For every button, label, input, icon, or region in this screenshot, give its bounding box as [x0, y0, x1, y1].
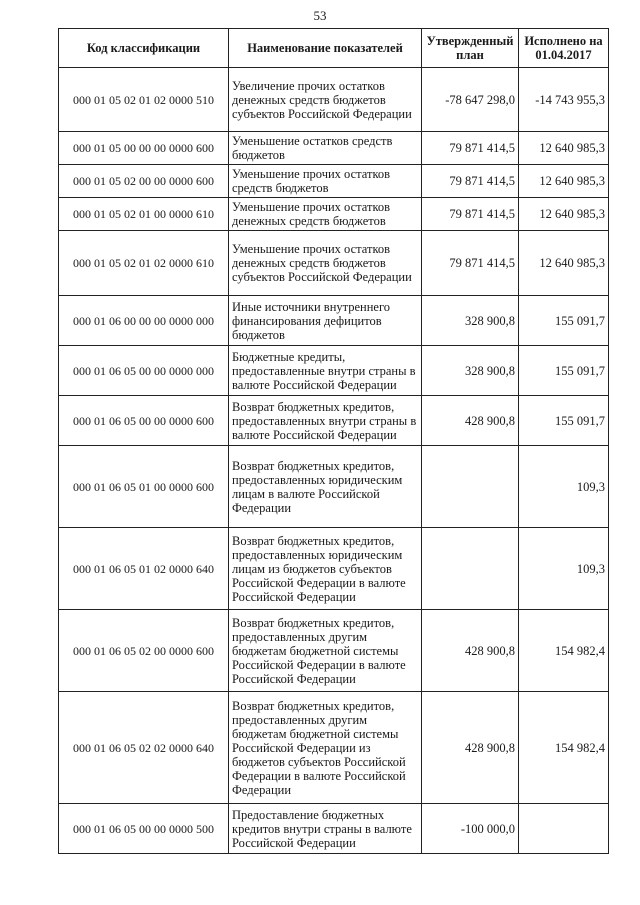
cell-executed	[519, 804, 609, 854]
cell-executed: 12 640 985,3	[519, 132, 609, 165]
cell-name: Возврат бюджетных кредитов, предоставленных другим бюджетам бюджетной системы Российской Федерации в валюте Российской Федерации	[229, 610, 422, 692]
cell-name: Уменьшение остатков средств бюджетов	[229, 132, 422, 165]
cell-name: Уменьшение прочих остатков средств бюджетов	[229, 165, 422, 198]
table-row	[59, 231, 609, 296]
header-executed: Исполнено на 01.04.2017	[519, 29, 609, 68]
cell-code: 000 01 05 02 01 00 0000 610	[59, 198, 229, 231]
table-row	[59, 396, 609, 446]
cell-code: 000 01 05 02 01 02 0000 610	[59, 231, 229, 296]
cell-plan: 79 871 414,5	[422, 165, 519, 198]
table-row	[59, 346, 609, 396]
cell-code: 000 01 06 05 00 00 0000 500	[59, 804, 229, 854]
cell-name: Уменьшение прочих остатков денежных средств бюджетов субъектов Российской Федерации	[229, 231, 422, 296]
table-row	[59, 804, 609, 854]
cell-plan: -78 647 298,0	[422, 68, 519, 132]
page-number: 53	[313, 8, 327, 23]
table-row	[59, 165, 609, 198]
cell-name: Предоставление бюджетных кредитов внутри страны в валюте Российской Федерации	[229, 804, 422, 854]
table-row	[59, 610, 609, 692]
cell-executed: 155 091,7	[519, 346, 609, 396]
cell-executed: -14 743 955,3	[519, 68, 609, 132]
header-plan: Утвержденный план	[422, 29, 519, 68]
cell-plan: 79 871 414,5	[422, 198, 519, 231]
cell-executed: 109,3	[519, 528, 609, 610]
table-row	[59, 132, 609, 165]
table-row	[59, 446, 609, 528]
cell-code: 000 01 06 05 02 00 0000 600	[59, 610, 229, 692]
cell-code: 000 01 05 02 01 02 0000 510	[59, 68, 229, 132]
cell-code: 000 01 05 00 00 00 0000 600	[59, 132, 229, 165]
table-row	[59, 296, 609, 346]
cell-name: Бюджетные кредиты, предоставленные внутри страны в валюте Российской Федерации	[229, 346, 422, 396]
cell-executed: 109,3	[519, 446, 609, 528]
cell-executed: 154 982,4	[519, 610, 609, 692]
cell-code: 000 01 06 05 02 02 0000 640	[59, 692, 229, 804]
cell-plan: 79 871 414,5	[422, 231, 519, 296]
cell-executed: 155 091,7	[519, 296, 609, 346]
cell-executed: 155 091,7	[519, 396, 609, 446]
cell-executed: 12 640 985,3	[519, 165, 609, 198]
table-header-row	[59, 29, 609, 68]
table-row	[59, 692, 609, 804]
cell-code: 000 01 06 05 01 00 0000 600	[59, 446, 229, 528]
cell-name: Возврат бюджетных кредитов, предоставленных другим бюджетам бюджетной системы Российской Федерации из бюджетов субъектов Российской Федерации в валюте Российской Федерации	[229, 692, 422, 804]
cell-name: Иные источники внутреннего финансирования дефицитов бюджетов	[229, 296, 422, 346]
cell-plan: 428 900,8	[422, 396, 519, 446]
cell-name: Уменьшение прочих остатков денежных средств бюджетов	[229, 198, 422, 231]
header-name: Наименование показателей	[229, 29, 422, 68]
cell-plan	[422, 446, 519, 528]
cell-name: Возврат бюджетных кредитов, предоставленных внутри страны в валюте Российской Федерации	[229, 396, 422, 446]
cell-code: 000 01 05 02 00 00 0000 600	[59, 165, 229, 198]
cell-executed: 12 640 985,3	[519, 231, 609, 296]
cell-plan: 79 871 414,5	[422, 132, 519, 165]
cell-plan: 428 900,8	[422, 610, 519, 692]
cell-executed: 154 982,4	[519, 692, 609, 804]
cell-plan: 328 900,8	[422, 296, 519, 346]
cell-code: 000 01 06 05 01 02 0000 640	[59, 528, 229, 610]
cell-code: 000 01 06 05 00 00 0000 000	[59, 346, 229, 396]
cell-code: 000 01 06 00 00 00 0000 000	[59, 296, 229, 346]
cell-name: Возврат бюджетных кредитов, предоставленных юридическим лицам из бюджетов субъектов Российской Федерации в валюте Российской Федерации	[229, 528, 422, 610]
cell-name: Увеличение прочих остатков денежных средств бюджетов субъектов Российской Федерации	[229, 68, 422, 132]
cell-name: Возврат бюджетных кредитов, предоставленных юридическим лицам в валюте Российской Федерации	[229, 446, 422, 528]
cell-plan: -100 000,0	[422, 804, 519, 854]
cell-executed: 12 640 985,3	[519, 198, 609, 231]
cell-code: 000 01 06 05 00 00 0000 600	[59, 396, 229, 446]
budget-sources-table	[58, 28, 609, 854]
cell-plan: 328 900,8	[422, 346, 519, 396]
table-row	[59, 198, 609, 231]
table-row	[59, 528, 609, 610]
table-row	[59, 68, 609, 132]
cell-plan	[422, 528, 519, 610]
cell-plan: 428 900,8	[422, 692, 519, 804]
header-code: Код классификации	[59, 29, 229, 68]
